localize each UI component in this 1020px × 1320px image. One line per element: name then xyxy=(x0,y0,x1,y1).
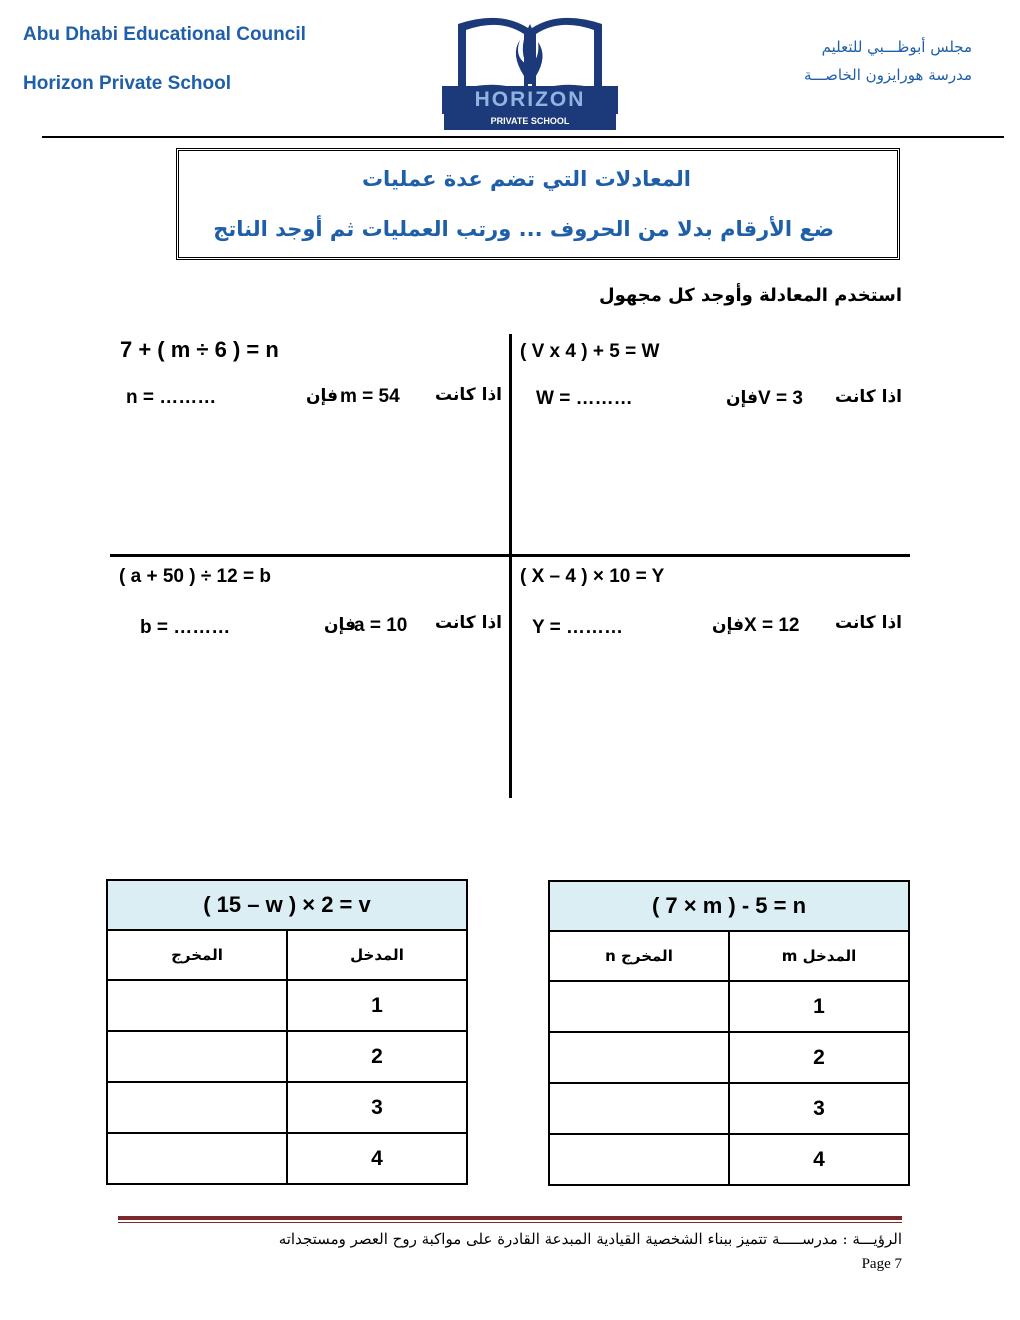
then-label: فإن xyxy=(305,386,338,406)
table-row xyxy=(107,980,467,1031)
if-label: اذا كانت xyxy=(835,613,902,633)
given-value: m = 54 xyxy=(340,386,400,407)
table-row xyxy=(107,1082,467,1133)
answer-blank: b = ……… xyxy=(140,617,231,638)
school-name-en: Horizon Private School xyxy=(23,73,231,94)
title-line-2: ضع الأرقام بدلا من الحروف ... ورتب العمليات ثم أوجد الناتج xyxy=(213,217,834,241)
table-rule: ( 15 – w ) × 2 = v xyxy=(107,880,467,930)
vision-statement: الرؤيـــة : مدرســـــة تتميز ببناء الشخصية القيادية المبدعة القادرة على مواكبة روح العصر ومستجداته xyxy=(278,1230,902,1248)
logo-text: HORIZON xyxy=(474,88,586,111)
if-label: اذا كانت xyxy=(435,385,502,405)
output-cell[interactable] xyxy=(549,1134,729,1185)
given-value: X = 12 xyxy=(744,615,800,636)
input-cell: 1 xyxy=(729,981,909,1032)
input-cell: 4 xyxy=(729,1134,909,1185)
council-name-en: Abu Dhabi Educational Council xyxy=(23,24,306,45)
table-row xyxy=(549,1032,909,1083)
if-label: اذا كانت xyxy=(835,387,902,407)
horizontal-divider xyxy=(110,554,910,557)
then-label: فإن xyxy=(323,615,356,635)
page-number: Page 7 xyxy=(861,1256,902,1272)
given-value: a = 10 xyxy=(354,615,408,636)
input-cell: 3 xyxy=(287,1082,467,1133)
output-header: المخرج n xyxy=(549,931,729,981)
table-row xyxy=(549,1083,909,1134)
equation: 7 + ( m ÷ 6 ) = n xyxy=(120,337,279,362)
title-line-1: المعادلات التي تضم عدة عمليات xyxy=(361,167,691,191)
output-cell[interactable] xyxy=(549,1032,729,1083)
input-header: المدخل xyxy=(287,930,467,980)
io-table-left xyxy=(106,879,468,1185)
table-row xyxy=(549,1134,909,1185)
if-label: اذا كانت xyxy=(435,613,502,633)
input-cell: 1 xyxy=(287,980,467,1031)
table-rule: ( 7 × m ) - 5 = n xyxy=(549,881,909,931)
instruction: استخدم المعادلة وأوجد كل مجهول xyxy=(598,285,902,306)
book-flame-icon xyxy=(440,6,620,132)
output-header: المخرج xyxy=(107,930,287,980)
footer-rule-thin xyxy=(118,1222,902,1223)
school-name-ar: مدرسة هورايزون الخاصـــة xyxy=(803,66,972,84)
equation: ( X – 4 ) × 10 = Y xyxy=(520,566,665,587)
input-header: المدخل m xyxy=(729,931,909,981)
output-cell[interactable] xyxy=(107,1031,287,1082)
output-cell[interactable] xyxy=(107,980,287,1031)
title-box xyxy=(176,148,900,260)
output-cell[interactable] xyxy=(107,1133,287,1184)
table-row xyxy=(549,981,909,1032)
vertical-divider xyxy=(509,334,512,798)
table-row xyxy=(107,1133,467,1184)
output-cell[interactable] xyxy=(107,1082,287,1133)
given-value: V = 3 xyxy=(758,388,803,409)
footer-rule-thick xyxy=(118,1216,902,1220)
input-cell: 2 xyxy=(729,1032,909,1083)
io-table-right xyxy=(548,880,910,1186)
then-label: فإن xyxy=(711,615,744,635)
output-cell[interactable] xyxy=(549,1083,729,1134)
school-logo xyxy=(440,6,620,132)
header-rule xyxy=(42,136,1004,138)
answer-blank: Y = ……… xyxy=(532,617,623,638)
input-cell: 3 xyxy=(729,1083,909,1134)
input-cell: 2 xyxy=(287,1031,467,1082)
logo-subtext: PRIVATE SCHOOL xyxy=(490,116,570,126)
then-label: فإن xyxy=(725,388,758,408)
answer-blank: n = ……… xyxy=(126,387,217,408)
output-cell[interactable] xyxy=(549,981,729,1032)
equation: ( a + 50 ) ÷ 12 = b xyxy=(119,566,271,587)
equation: ( V x 4 ) + 5 = W xyxy=(520,341,660,362)
input-cell: 4 xyxy=(287,1133,467,1184)
answer-blank: W = ……… xyxy=(536,388,633,409)
table-row xyxy=(107,1031,467,1082)
council-name-ar: مجلس أبوظـــبي للتعليم xyxy=(821,38,972,56)
